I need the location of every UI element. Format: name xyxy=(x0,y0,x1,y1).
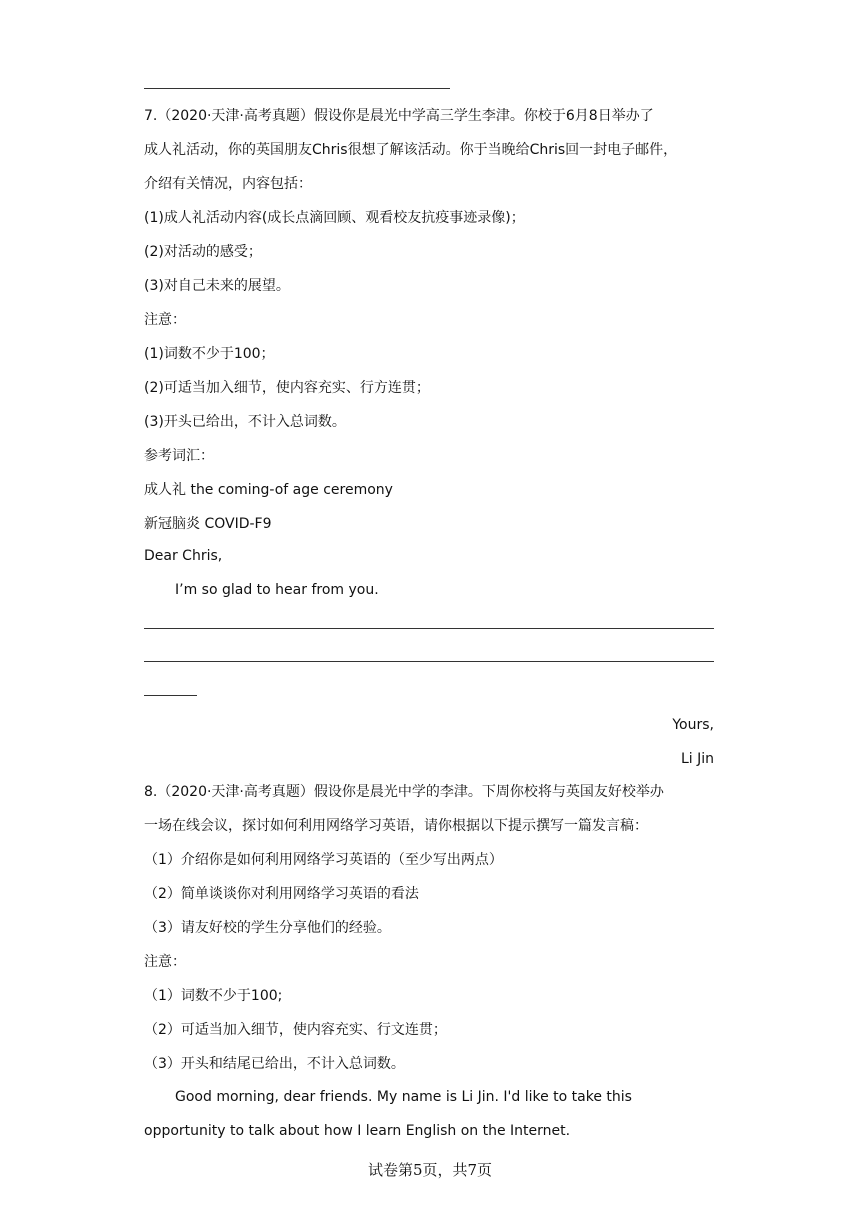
q8-item-1: （1）介绍你是如何利用网络学习英语的（至少写出两点） xyxy=(144,852,503,868)
page-footer: 试卷第5页，共7页 xyxy=(367,1161,493,1179)
q7-vocab-label: 参考词汇： xyxy=(144,448,214,464)
q8-item-2: （2）简单谈谈你对利用网络学习英语的看法 xyxy=(144,886,419,902)
q7-closing-name: Li Jin xyxy=(680,751,714,767)
q8-prompt-line-1: 8.（2020·天津·高考真题）假设你是晨光中学的李津。下周你校将与英国友好校举办 xyxy=(144,784,664,800)
q7-note-3: (3)开头已给出，不计入总词数。 xyxy=(144,414,346,430)
q7-answer-line-2 xyxy=(144,661,714,662)
q7-vocab-2: 新冠脑炎 COVID-F9 xyxy=(144,516,272,532)
q7-item-1: (1)成人礼活动内容(成长点滴回顾、观看校友抗疫事迹录像)； xyxy=(144,210,525,226)
q7-item-3: (3)对自己未来的展望。 xyxy=(144,278,290,294)
q7-note-label: 注意： xyxy=(144,312,186,328)
q8-note-3: （3）开头和结尾已给出，不计入总词数。 xyxy=(144,1056,405,1072)
q7-prompt-line-1: 7.（2020·天津·高考真题）假设你是晨光中学高三学生李津。你校于6月8日举办了 xyxy=(144,108,654,124)
q7-prompt-line-2: 成人礼活动，你的英国朋友Chris很想了解该活动。你于当晚给Chris回一封电子邮件， xyxy=(144,142,678,158)
q8-prompt-line-2: 一场在线会议，探讨如何利用网络学习英语，请你根据以下提示撰写一篇发言稿： xyxy=(144,818,648,834)
q7-answer-line-1 xyxy=(144,628,714,629)
q7-closing-yours: Yours, xyxy=(672,717,714,733)
q7-answer-line-3 xyxy=(144,695,197,696)
q8-item-3: （3）请友好校的学生分享他们的经验。 xyxy=(144,920,391,936)
q7-item-2: (2)对活动的感受； xyxy=(144,244,262,260)
q7-note-1: (1)词数不少于100； xyxy=(144,346,275,362)
q8-speech-line-1: Good morning, dear friends. My name is Li Jin. I'd like to take this xyxy=(175,1089,632,1105)
top-answer-line xyxy=(144,88,450,89)
q8-note-label: 注意： xyxy=(144,954,186,970)
q8-speech-line-2: opportunity to talk about how I learn English on the Internet. xyxy=(144,1123,571,1139)
q7-greeting: Dear Chris, xyxy=(144,548,223,564)
q8-note-1: （1）词数不少于100; xyxy=(144,988,283,1004)
q7-opening-sentence: I’m so glad to hear from you. xyxy=(175,582,379,598)
q7-vocab-1: 成人礼 the coming-of age ceremony xyxy=(144,482,393,498)
q8-note-2: （2）可适当加入细节，使内容充实、行文连贯； xyxy=(144,1022,447,1038)
q7-note-2: (2)可适当加入细节，使内容充实、行方连贯； xyxy=(144,380,430,396)
q7-prompt-line-3: 介绍有关情况，内容包括： xyxy=(144,176,312,192)
